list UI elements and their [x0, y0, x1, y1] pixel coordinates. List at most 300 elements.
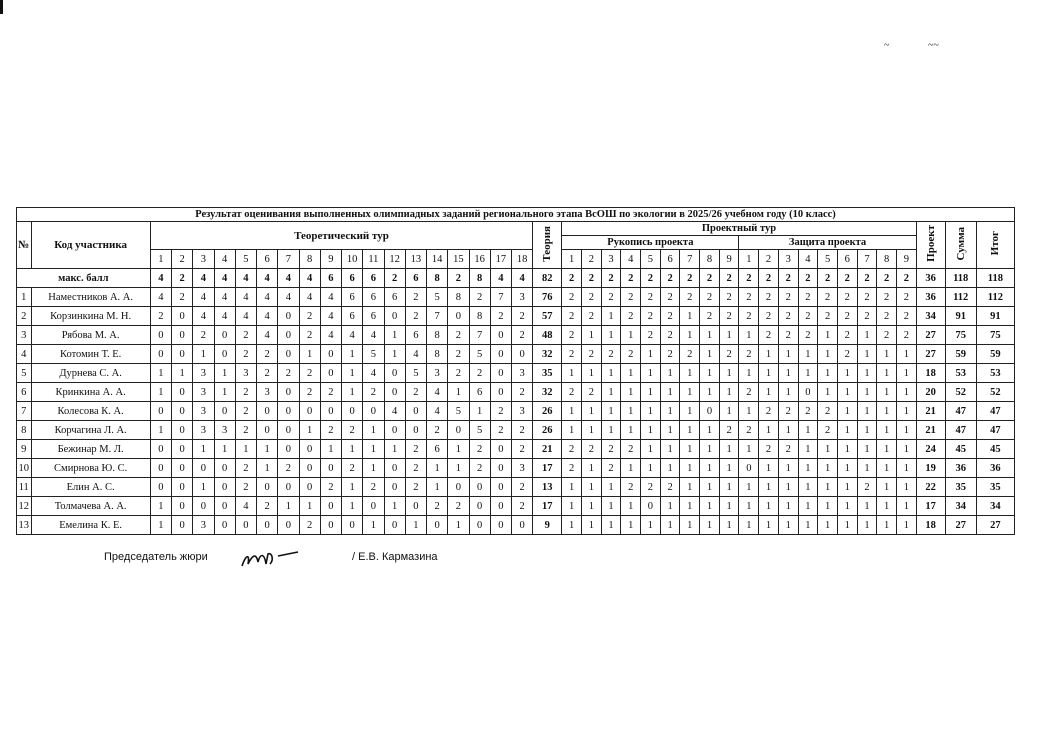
header-row: [17, 222, 1015, 236]
max-score: 2: [700, 269, 720, 288]
manuscript-score: 2: [621, 345, 641, 364]
manuscript-score: 2: [601, 288, 621, 307]
header-project-tour: Проектный тур: [562, 222, 916, 236]
theory-score: 2: [405, 478, 426, 497]
max-score: 2: [719, 269, 739, 288]
defense-score: 1: [896, 345, 916, 364]
final-total: 47: [976, 421, 1014, 440]
theory-score: 0: [384, 307, 405, 326]
theory-score: 0: [193, 459, 214, 478]
theory-score: 0: [214, 326, 235, 345]
table-row: [17, 364, 1015, 383]
max-score: 4: [278, 269, 299, 288]
theory-score: 0: [172, 516, 193, 535]
task-number: 7: [680, 250, 700, 269]
manuscript-score: 1: [601, 497, 621, 516]
theory-score: 1: [342, 497, 363, 516]
defense-score: 1: [759, 383, 779, 402]
theory-score: 2: [512, 307, 533, 326]
theory-score: 8: [427, 326, 448, 345]
manuscript-score: 2: [641, 478, 661, 497]
title-row: [17, 208, 1015, 222]
manuscript-score: 2: [581, 345, 601, 364]
defense-score: 1: [837, 459, 857, 478]
theory-score: 0: [278, 440, 299, 459]
defense-score: 1: [896, 497, 916, 516]
manuscript-score: 1: [719, 459, 739, 478]
manuscript-score: 2: [601, 345, 621, 364]
task-number: 9: [719, 250, 739, 269]
participant-name: Елин А. С.: [31, 478, 150, 497]
manuscript-score: 1: [680, 383, 700, 402]
theory-score: 0: [448, 421, 469, 440]
theory-score: 0: [490, 345, 511, 364]
theory-score: 1: [448, 516, 469, 535]
theory-score: 7: [469, 326, 490, 345]
theory-score: 4: [427, 383, 448, 402]
theory-score: 2: [427, 421, 448, 440]
manuscript-score: 2: [562, 440, 582, 459]
defense-score: 2: [877, 326, 897, 345]
theory-score: 2: [512, 421, 533, 440]
theory-score: 2: [490, 402, 511, 421]
defense-score: 1: [759, 516, 779, 535]
max-score: 2: [621, 269, 641, 288]
manuscript-score: 1: [581, 516, 601, 535]
theory-score: 2: [257, 364, 278, 383]
defense-score: 2: [877, 307, 897, 326]
manuscript-score: 1: [621, 459, 641, 478]
row-number: 13: [17, 516, 32, 535]
final-total: 59: [976, 345, 1014, 364]
results-table: [16, 207, 1015, 535]
table-row: [17, 345, 1015, 364]
manuscript-score: 1: [641, 364, 661, 383]
theory-score: 4: [150, 288, 171, 307]
theory-score: 1: [427, 459, 448, 478]
theory-score: 1: [193, 440, 214, 459]
theory-score: 3: [193, 402, 214, 421]
defense-score: 2: [837, 345, 857, 364]
theory-score: 0: [342, 516, 363, 535]
final-total: 34: [976, 497, 1014, 516]
manuscript-score: 1: [562, 497, 582, 516]
manuscript-score: 1: [700, 440, 720, 459]
chair-name: / Е.В. Кармазина: [352, 551, 438, 563]
theory-score: 7: [427, 307, 448, 326]
defense-score: 1: [739, 364, 759, 383]
row-number: 2: [17, 307, 32, 326]
theory-score: 0: [172, 478, 193, 497]
manuscript-score: 1: [719, 402, 739, 421]
manuscript-score: 2: [621, 307, 641, 326]
theory-total: 26: [533, 402, 562, 421]
theory-score: 0: [257, 402, 278, 421]
defense-score: 1: [857, 459, 877, 478]
theory-score: 0: [320, 345, 341, 364]
defense-score: 2: [818, 307, 838, 326]
theory-score: 0: [490, 364, 511, 383]
defense-score: 1: [818, 364, 838, 383]
task-number: 8: [877, 250, 897, 269]
project-total: 27: [916, 326, 945, 345]
defense-score: 1: [896, 459, 916, 478]
theory-score: 0: [512, 516, 533, 535]
theory-score: 5: [405, 364, 426, 383]
theory-score: 1: [150, 421, 171, 440]
theory-score: 0: [257, 516, 278, 535]
defense-score: 1: [877, 364, 897, 383]
theory-score: 1: [299, 345, 320, 364]
max-score: 8: [469, 269, 490, 288]
theory-score: 0: [150, 402, 171, 421]
theory-score: 0: [150, 440, 171, 459]
defense-score: 1: [759, 497, 779, 516]
manuscript-score: 0: [700, 402, 720, 421]
defense-score: 1: [778, 459, 798, 478]
max-score: 4: [257, 269, 278, 288]
defense-score: 1: [857, 516, 877, 535]
defense-score: 2: [818, 288, 838, 307]
defense-score: 2: [818, 402, 838, 421]
manuscript-score: 1: [680, 326, 700, 345]
theory-score: 1: [469, 402, 490, 421]
header-project-text: Проект: [924, 225, 937, 262]
theory-score: 0: [490, 478, 511, 497]
manuscript-score: 2: [700, 307, 720, 326]
theory-score: 6: [363, 307, 384, 326]
max-score: 4: [299, 269, 320, 288]
theory-score: 2: [235, 421, 256, 440]
max-score: 2: [680, 269, 700, 288]
max-project: 36: [916, 269, 945, 288]
sum-total: 45: [945, 440, 976, 459]
manuscript-score: 2: [562, 383, 582, 402]
max-score: 2: [384, 269, 405, 288]
theory-score: 2: [342, 459, 363, 478]
defense-score: 2: [798, 402, 818, 421]
manuscript-score: 1: [641, 383, 661, 402]
theory-score: 1: [172, 364, 193, 383]
max-score: 2: [857, 269, 877, 288]
max-score: 2: [778, 269, 798, 288]
manuscript-score: 1: [601, 516, 621, 535]
task-number: 10: [342, 250, 363, 269]
theory-score: 2: [405, 383, 426, 402]
header-total: [976, 222, 1014, 269]
theory-score: 4: [235, 307, 256, 326]
participant-name: Кринкина А. А.: [31, 383, 150, 402]
theory-score: 3: [193, 383, 214, 402]
task-number: 4: [214, 250, 235, 269]
theory-score: 2: [363, 478, 384, 497]
max-score: 2: [818, 269, 838, 288]
defense-score: 2: [778, 402, 798, 421]
manuscript-score: 1: [562, 516, 582, 535]
theory-score: 4: [257, 288, 278, 307]
manuscript-score: 1: [719, 326, 739, 345]
task-number: 5: [235, 250, 256, 269]
task-number: 17: [490, 250, 511, 269]
table-title: Результат оценивания выполненных олимпиадных заданий регионального этапа ВсОШ по экологии в 2025/26 учебном году (10 класс): [17, 208, 1015, 222]
max-theory: 82: [533, 269, 562, 288]
manuscript-score: 2: [719, 307, 739, 326]
theory-score: 1: [405, 516, 426, 535]
manuscript-score: 2: [581, 288, 601, 307]
theory-score: 6: [427, 440, 448, 459]
theory-score: 0: [278, 421, 299, 440]
defense-score: 1: [877, 459, 897, 478]
manuscript-score: 1: [621, 402, 641, 421]
defense-score: 2: [778, 288, 798, 307]
task-number: 8: [299, 250, 320, 269]
defense-score: 1: [837, 440, 857, 459]
header-theory-text: Теория: [541, 225, 554, 262]
theory-score: 0: [214, 345, 235, 364]
theory-score: 0: [490, 326, 511, 345]
participant-name: Дурнева С. А.: [31, 364, 150, 383]
manuscript-score: 1: [680, 402, 700, 421]
theory-score: 1: [342, 478, 363, 497]
manuscript-score: 1: [562, 421, 582, 440]
defense-score: 2: [857, 288, 877, 307]
theory-score: 2: [448, 326, 469, 345]
theory-score: 2: [512, 383, 533, 402]
theory-score: 0: [490, 497, 511, 516]
theory-score: 0: [172, 307, 193, 326]
manuscript-score: 1: [581, 478, 601, 497]
defense-score: 1: [778, 345, 798, 364]
manuscript-score: 1: [680, 307, 700, 326]
scan-speck: ~~: [928, 40, 939, 51]
max-score: 6: [320, 269, 341, 288]
manuscript-score: 2: [581, 307, 601, 326]
defense-score: 1: [778, 421, 798, 440]
theory-score: 3: [193, 364, 214, 383]
defense-score: 1: [759, 364, 779, 383]
manuscript-score: 1: [660, 440, 680, 459]
task-number: 16: [469, 250, 490, 269]
defense-score: 1: [739, 516, 759, 535]
theory-score: 2: [278, 364, 299, 383]
theory-score: 3: [193, 516, 214, 535]
task-number: 3: [601, 250, 621, 269]
max-sum: 118: [945, 269, 976, 288]
final-total: 27: [976, 516, 1014, 535]
theory-total: 32: [533, 345, 562, 364]
manuscript-score: 2: [562, 326, 582, 345]
theory-total: 48: [533, 326, 562, 345]
theory-score: 0: [214, 516, 235, 535]
defense-score: 2: [759, 326, 779, 345]
manuscript-score: 1: [719, 440, 739, 459]
theory-score: 2: [469, 364, 490, 383]
theory-score: 1: [448, 440, 469, 459]
max-score: 6: [405, 269, 426, 288]
manuscript-score: 1: [581, 402, 601, 421]
header-sum: [945, 222, 976, 269]
theory-score: 0: [490, 459, 511, 478]
theory-total: 17: [533, 497, 562, 516]
theory-score: 5: [469, 345, 490, 364]
table-row: [17, 478, 1015, 497]
sum-total: 47: [945, 421, 976, 440]
theory-score: 4: [235, 288, 256, 307]
header-total-text: Итог: [989, 231, 1002, 256]
defense-score: 1: [877, 497, 897, 516]
theory-score: 0: [172, 459, 193, 478]
max-score: 2: [448, 269, 469, 288]
task-number: 15: [448, 250, 469, 269]
task-number: 7: [278, 250, 299, 269]
defense-score: 1: [857, 497, 877, 516]
task-number: 7: [857, 250, 877, 269]
theory-score: 1: [363, 421, 384, 440]
manuscript-score: 1: [700, 516, 720, 535]
theory-score: 0: [278, 326, 299, 345]
sum-total: 52: [945, 383, 976, 402]
max-score: 2: [581, 269, 601, 288]
theory-score: 0: [299, 459, 320, 478]
manuscript-score: 1: [641, 421, 661, 440]
defense-score: 2: [896, 326, 916, 345]
theory-score: 4: [320, 288, 341, 307]
defense-score: 1: [818, 345, 838, 364]
participant-name: Толмачева А. А.: [31, 497, 150, 516]
defense-score: 1: [857, 345, 877, 364]
defense-score: 1: [739, 440, 759, 459]
defense-score: 2: [759, 440, 779, 459]
manuscript-score: 1: [660, 516, 680, 535]
defense-score: 2: [837, 307, 857, 326]
theory-score: 1: [448, 383, 469, 402]
theory-score: 3: [257, 383, 278, 402]
theory-total: 13: [533, 478, 562, 497]
sum-total: 112: [945, 288, 976, 307]
theory-score: 0: [405, 421, 426, 440]
defense-score: 1: [896, 383, 916, 402]
header-defense: Защита проекта: [739, 236, 916, 250]
task-number: 2: [581, 250, 601, 269]
theory-score: 4: [214, 288, 235, 307]
theory-score: 0: [320, 459, 341, 478]
theory-score: 1: [214, 383, 235, 402]
theory-score: 0: [320, 516, 341, 535]
theory-score: 4: [320, 307, 341, 326]
defense-score: 1: [877, 440, 897, 459]
manuscript-score: 1: [562, 364, 582, 383]
participant-name: Смирнова Ю. С.: [31, 459, 150, 478]
theory-score: 2: [299, 326, 320, 345]
row-number: 12: [17, 497, 32, 516]
manuscript-score: 2: [621, 478, 641, 497]
manuscript-score: 1: [660, 459, 680, 478]
theory-score: 0: [257, 478, 278, 497]
manuscript-score: 2: [660, 326, 680, 345]
theory-score: 1: [342, 440, 363, 459]
manuscript-score: 1: [562, 478, 582, 497]
theory-score: 0: [469, 478, 490, 497]
defense-score: 1: [896, 478, 916, 497]
defense-score: 1: [818, 516, 838, 535]
defense-score: 1: [759, 459, 779, 478]
defense-score: 1: [877, 383, 897, 402]
task-number: 3: [778, 250, 798, 269]
row-number: 4: [17, 345, 32, 364]
defense-score: 1: [837, 364, 857, 383]
theory-total: 17: [533, 459, 562, 478]
theory-score: 0: [405, 402, 426, 421]
participant-name: Котомин Т. Е.: [31, 345, 150, 364]
theory-score: 0: [235, 516, 256, 535]
theory-score: 0: [278, 383, 299, 402]
project-total: 36: [916, 288, 945, 307]
task-number-row: [17, 250, 1015, 269]
theory-score: 0: [299, 402, 320, 421]
task-number: 4: [621, 250, 641, 269]
defense-score: 1: [837, 478, 857, 497]
row-number: 11: [17, 478, 32, 497]
manuscript-score: 1: [581, 497, 601, 516]
table-row: [17, 459, 1015, 478]
theory-score: 1: [193, 478, 214, 497]
defense-score: 1: [818, 326, 838, 345]
table-row: [17, 288, 1015, 307]
theory-score: 0: [384, 516, 405, 535]
table-row: [17, 516, 1015, 535]
max-score: 4: [235, 269, 256, 288]
defense-score: 1: [778, 478, 798, 497]
theory-score: 2: [299, 383, 320, 402]
theory-score: 3: [214, 421, 235, 440]
defense-score: 2: [759, 307, 779, 326]
manuscript-score: 2: [641, 307, 661, 326]
table-row: [17, 326, 1015, 345]
defense-score: 1: [798, 421, 818, 440]
final-total: 53: [976, 364, 1014, 383]
task-number: 3: [193, 250, 214, 269]
theory-score: 5: [448, 402, 469, 421]
table-row: [17, 402, 1015, 421]
theory-score: 6: [469, 383, 490, 402]
theory-score: 1: [150, 364, 171, 383]
project-total: 27: [916, 345, 945, 364]
theory-score: 0: [278, 402, 299, 421]
manuscript-score: 1: [719, 516, 739, 535]
defense-score: 2: [759, 288, 779, 307]
theory-score: 2: [299, 364, 320, 383]
manuscript-score: 1: [641, 459, 661, 478]
manuscript-score: 1: [621, 497, 641, 516]
task-number: 18: [512, 250, 533, 269]
manuscript-score: 0: [641, 497, 661, 516]
header-sum-text: Сумма: [954, 226, 967, 261]
max-total: 118: [976, 269, 1014, 288]
theory-score: 8: [448, 288, 469, 307]
theory-score: 0: [150, 326, 171, 345]
theory-score: 4: [299, 288, 320, 307]
theory-score: 6: [342, 307, 363, 326]
defense-score: 1: [778, 383, 798, 402]
header-manuscript: Рукопись проекта: [562, 236, 739, 250]
manuscript-score: 1: [562, 402, 582, 421]
project-total: 21: [916, 402, 945, 421]
manuscript-score: 1: [621, 364, 641, 383]
max-score: 4: [193, 269, 214, 288]
theory-score: 1: [235, 440, 256, 459]
max-score: 4: [490, 269, 511, 288]
theory-score: 1: [214, 440, 235, 459]
